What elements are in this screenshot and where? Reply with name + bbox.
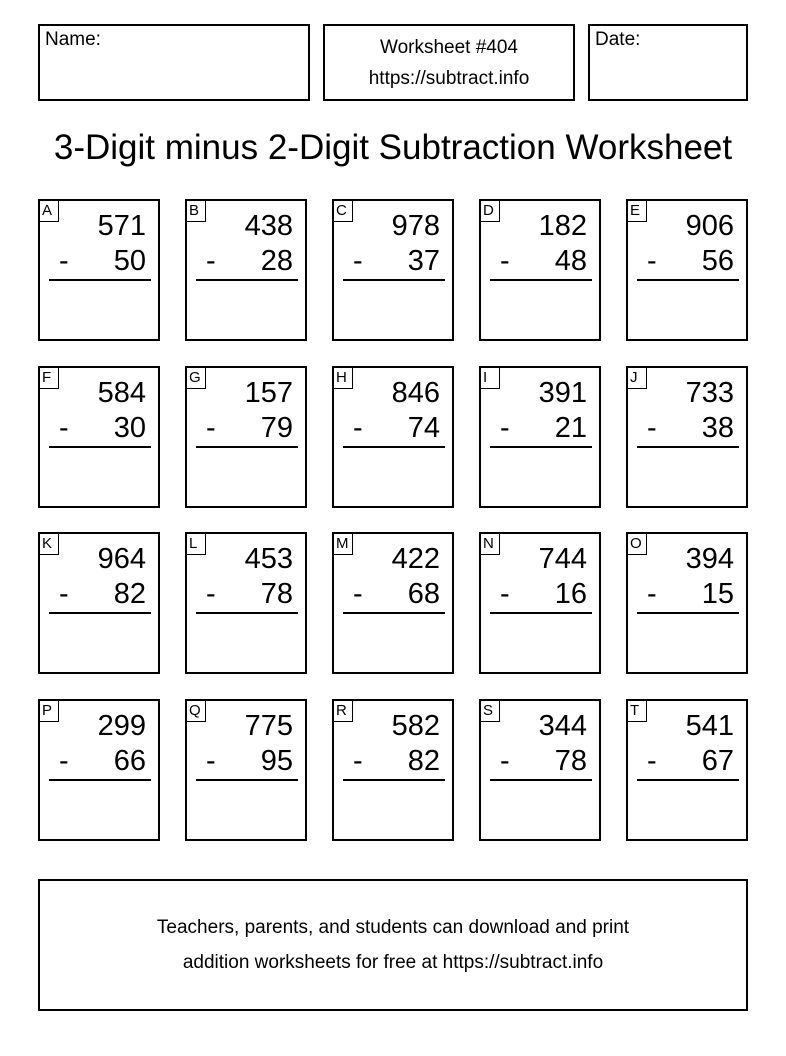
worksheet-url: https://subtract.info <box>368 67 530 89</box>
minus-sign: - <box>59 245 69 277</box>
minuend: 157 <box>244 377 293 409</box>
answer-line <box>49 446 151 448</box>
problem-letter: R <box>333 700 353 722</box>
answer-line <box>343 779 445 781</box>
subtrahend: 30 <box>113 412 146 444</box>
problem-letter: Q <box>186 700 206 722</box>
problem-card[interactable] <box>332 199 454 341</box>
answer-line <box>490 446 592 448</box>
problem-letter: C <box>333 200 353 222</box>
problem-card[interactable] <box>185 199 307 341</box>
minus-sign: - <box>353 245 363 277</box>
date-label: Date: <box>595 29 641 50</box>
minus-sign: - <box>647 412 657 444</box>
answer-line <box>49 612 151 614</box>
footer-note <box>38 879 748 1011</box>
answer-line <box>637 446 739 448</box>
minus-sign: - <box>647 745 657 777</box>
minuend: 422 <box>391 543 440 575</box>
minus-sign: - <box>206 745 216 777</box>
minus-sign: - <box>353 412 363 444</box>
minus-sign: - <box>59 745 69 777</box>
subtrahend: 38 <box>701 412 734 444</box>
minus-sign: - <box>647 245 657 277</box>
problem-letter: I <box>480 367 500 389</box>
subtrahend: 68 <box>407 578 440 610</box>
minus-sign: - <box>500 745 510 777</box>
answer-line <box>637 612 739 614</box>
minuend: 182 <box>538 210 587 242</box>
problem-letter: O <box>627 533 647 555</box>
page-title: 3-Digit minus 2-Digit Subtraction Worksheet <box>53 128 733 167</box>
minuend: 394 <box>685 543 734 575</box>
problem-letter: T <box>627 700 647 722</box>
minus-sign: - <box>353 578 363 610</box>
problem-card[interactable] <box>479 199 601 341</box>
minuend: 391 <box>538 377 587 409</box>
minuend: 584 <box>97 377 146 409</box>
answer-line <box>196 279 298 281</box>
problem-card[interactable] <box>479 532 601 674</box>
answer-line <box>196 612 298 614</box>
minus-sign: - <box>206 578 216 610</box>
problem-card[interactable] <box>38 699 160 841</box>
minuend: 744 <box>538 543 587 575</box>
minus-sign: - <box>500 245 510 277</box>
problem-letter: F <box>39 367 59 389</box>
minuend: 453 <box>244 543 293 575</box>
problem-letter: P <box>39 700 59 722</box>
worksheet-info-box <box>323 24 575 101</box>
subtrahend: 78 <box>260 578 293 610</box>
problem-letter: D <box>480 200 500 222</box>
subtrahend: 15 <box>701 578 734 610</box>
minuend: 964 <box>97 543 146 575</box>
subtrahend: 67 <box>701 745 734 777</box>
subtrahend: 79 <box>260 412 293 444</box>
subtrahend: 28 <box>260 245 293 277</box>
problem-letter: G <box>186 367 206 389</box>
problem-card[interactable] <box>38 366 160 508</box>
subtrahend: 48 <box>554 245 587 277</box>
minus-sign: - <box>500 412 510 444</box>
problem-card[interactable] <box>626 532 748 674</box>
worksheet-number: Worksheet #404 <box>379 36 518 58</box>
minuend: 438 <box>244 210 293 242</box>
answer-line <box>637 779 739 781</box>
problem-letter: N <box>480 533 500 555</box>
answer-line <box>490 779 592 781</box>
footer-line-2: addition worksheets for free at https://subtract.info <box>182 952 604 973</box>
minus-sign: - <box>59 578 69 610</box>
problem-card[interactable] <box>479 699 601 841</box>
answer-line <box>49 279 151 281</box>
problem-letter: H <box>333 367 353 389</box>
subtrahend: 21 <box>554 412 587 444</box>
minuend: 299 <box>97 710 146 742</box>
problem-card[interactable] <box>185 699 307 841</box>
problem-card[interactable] <box>479 366 601 508</box>
minuend: 733 <box>685 377 734 409</box>
minus-sign: - <box>59 412 69 444</box>
answer-line <box>490 612 592 614</box>
problem-letter: M <box>333 533 353 555</box>
subtrahend: 50 <box>113 245 146 277</box>
minuend: 582 <box>391 710 440 742</box>
subtrahend: 74 <box>407 412 440 444</box>
date-field[interactable] <box>588 24 748 101</box>
minuend: 541 <box>685 710 734 742</box>
problem-letter: S <box>480 700 500 722</box>
minuend: 846 <box>391 377 440 409</box>
problem-card[interactable] <box>185 532 307 674</box>
problem-card[interactable] <box>626 699 748 841</box>
subtrahend: 95 <box>260 745 293 777</box>
subtrahend: 37 <box>407 245 440 277</box>
problem-letter: B <box>186 200 206 222</box>
minus-sign: - <box>353 745 363 777</box>
answer-line <box>49 779 151 781</box>
problem-card[interactable] <box>626 366 748 508</box>
minus-sign: - <box>647 578 657 610</box>
problem-card[interactable] <box>626 199 748 341</box>
minuend: 978 <box>391 210 440 242</box>
subtrahend: 78 <box>554 745 587 777</box>
problem-card[interactable] <box>332 366 454 508</box>
answer-line <box>343 279 445 281</box>
subtrahend: 82 <box>407 745 440 777</box>
minuend: 344 <box>538 710 587 742</box>
minus-sign: - <box>206 245 216 277</box>
footer-line-1: Teachers, parents, and students can download and print <box>156 917 630 938</box>
minus-sign: - <box>206 412 216 444</box>
answer-line <box>343 612 445 614</box>
subtrahend: 82 <box>113 578 146 610</box>
answer-line <box>637 279 739 281</box>
problem-letter: J <box>627 367 647 389</box>
answer-line <box>196 446 298 448</box>
problem-card[interactable] <box>38 199 160 341</box>
problem-card[interactable] <box>332 699 454 841</box>
problem-card[interactable] <box>38 532 160 674</box>
name-field[interactable] <box>38 24 310 101</box>
answer-line <box>490 279 592 281</box>
subtrahend: 56 <box>701 245 734 277</box>
minus-sign: - <box>500 578 510 610</box>
subtrahend: 16 <box>554 578 587 610</box>
problem-letter: K <box>39 533 59 555</box>
minuend: 906 <box>685 210 734 242</box>
problem-letter: A <box>39 200 59 222</box>
minuend: 571 <box>97 210 146 242</box>
problem-letter: E <box>627 200 647 222</box>
subtrahend: 66 <box>113 745 146 777</box>
name-label: Name: <box>45 29 101 50</box>
answer-line <box>196 779 298 781</box>
minuend: 775 <box>244 710 293 742</box>
problem-card[interactable] <box>332 532 454 674</box>
problem-letter: L <box>186 533 206 555</box>
answer-line <box>343 446 445 448</box>
problem-card[interactable] <box>185 366 307 508</box>
